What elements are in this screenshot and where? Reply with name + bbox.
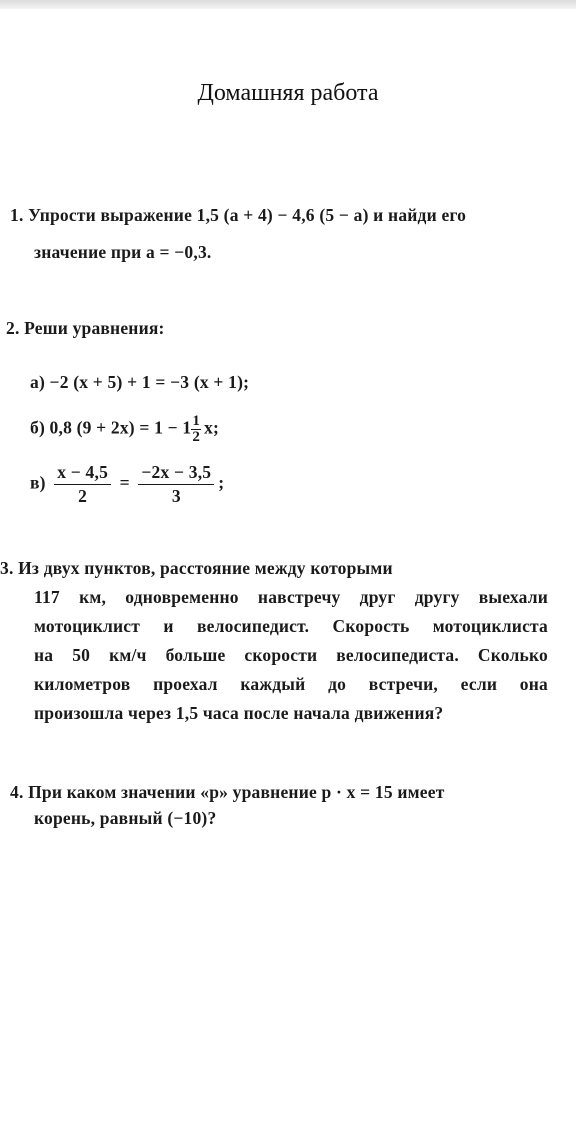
task-1-line-1 <box>10 205 466 226</box>
task-1-line-2: значение при a = −0,3. <box>34 242 212 262</box>
task-4-text: При каком значении «p» уравнение p · x = 15 имеет <box>28 782 445 802</box>
fraction-numerator: x − 4,5 <box>54 462 111 485</box>
equation-b-left: б) 0,8 (9 + 2x) = 1 − 1 <box>30 417 192 438</box>
task-3-line-3: мотоциклист и велосипедист. Скорость мотоциклиста <box>34 616 548 636</box>
task-4-line-2: корень, равный (−10)? <box>34 808 217 828</box>
fraction-numerator: 1 <box>192 413 201 429</box>
top-shadow-bar <box>0 0 576 9</box>
task-2-text: Реши уравнения: <box>24 318 165 338</box>
equation-v-fraction-right <box>138 462 214 507</box>
task-2-heading <box>6 318 165 339</box>
task-3-line-1 <box>0 558 548 579</box>
fraction-numerator: −2x − 3,5 <box>138 462 214 485</box>
task-3-line-4: на 50 км/ч больше скорости велосипедиста. Сколько <box>34 645 548 665</box>
task-1-text: Упрости выражение 1,5 (a + 4) − 4,6 (5 − a) и найди его <box>28 205 467 225</box>
equation-a: а) −2 (x + 5) + 1 = −3 (x + 1); <box>30 372 250 392</box>
task-3-line-2: 117 км, одновременно навстречу друг другу выехали <box>34 587 548 607</box>
equation-v <box>30 462 224 507</box>
fraction-denominator: 3 <box>171 486 181 506</box>
task-4-line-1 <box>10 782 445 803</box>
equation-b <box>30 414 219 445</box>
equation-v-end: ; <box>218 472 225 493</box>
page-title: Домашняя работа <box>197 80 379 106</box>
task-1-number: 1. <box>10 205 24 225</box>
fraction-denominator: 2 <box>78 486 88 506</box>
equation-b-fraction <box>191 414 201 445</box>
equation-b-right: x; <box>204 417 220 438</box>
task-3-number: 3. <box>0 558 14 578</box>
equation-v-equals: = <box>119 472 130 493</box>
task-3-line-6: произошла через 1,5 часа после начала движения? <box>34 703 444 723</box>
task-2-number: 2. <box>6 318 20 338</box>
equation-v-fraction-left <box>54 462 111 507</box>
equation-v-label: в) <box>30 472 46 493</box>
task-3-text: Из двух пунктов, расстояние между которыми <box>18 558 393 578</box>
task-4-number: 4. <box>10 782 24 802</box>
task-3-line-5: километров проехал каждый до встречи, если она <box>34 674 548 694</box>
fraction-denominator: 2 <box>192 429 201 445</box>
